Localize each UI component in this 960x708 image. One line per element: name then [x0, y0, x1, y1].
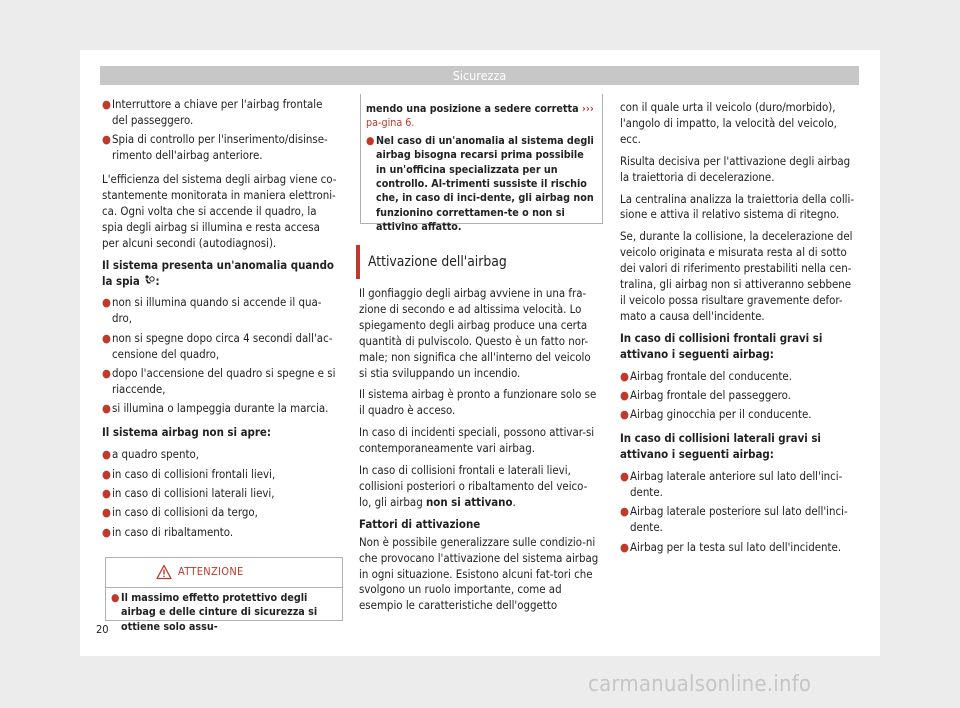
warning-box [105, 557, 343, 633]
frontal-heading: In caso di collisioni frontali gravi si attivano i seguenti airbag: [620, 330, 823, 361]
list-item: ● Interruttore a chiave per l'airbag frontale del passeggero. [102, 97, 323, 127]
warning-triangle-icon [156, 564, 172, 580]
anomaly-heading: Il sistema presenta un'anomalia quando la spia : [102, 257, 334, 288]
warning-title: ATTENZIONE [178, 565, 244, 578]
list-item: ● in caso di ribaltamento. [102, 524, 234, 539]
list-item: ● Airbag laterale posteriore sul lato dell'inci-dente. [620, 504, 848, 535]
list-item: ● si illumina o lampeggia durante la marcia. [102, 401, 329, 416]
list-item: ● Airbag laterale anteriore sul lato dell'inci-dente. [620, 469, 843, 500]
reference-arrows-icon: ››› [581, 102, 594, 115]
watermark-text: carmanualsonline.info [588, 672, 812, 697]
section-heading: Attivazione dell'airbag [368, 254, 507, 270]
section-header-title: Sicurezza [452, 68, 507, 83]
list-item: ● a quadro spento, [102, 447, 199, 462]
list-item: ● in caso di collisioni laterali lievi, [102, 486, 275, 501]
list-item: ● Nel caso di un'anomalia al sistema degli airbag bisogna recarsi prima possibile in un'officina specializzata per un controllo. Al-trimenti sussiste il rischio che, in caso di inci-dente, gli airbag non funzionino correttamen-te o non si attivino affatto. [366, 133, 594, 234]
warning-header [106, 558, 342, 588]
paragraph: Non è possibile generalizzare sulle condizio-ni che provocano l'attivazione del sistema airbag in ogni situazione. Esistono alcuni fat-tori che svolgono un ruolo importante, come ad esempio le caratteristiche dell'oggetto [359, 534, 599, 613]
paragraph: La centralina analizza la traiettoria della colli-sione e attiva il relativo sistema di ritegno. [620, 191, 855, 222]
list-item: ● Airbag per la testa sul lato dell'incidente. [620, 539, 842, 554]
lateral-heading: In caso di collisioni laterali gravi si attivano i seguenti airbag: [620, 431, 821, 462]
list-item: ● Airbag frontale del passeggero. [620, 388, 791, 402]
section-header-bar [100, 66, 859, 85]
paragraph: In caso di incidenti speciali, possono attivar-si contemporaneamente vari airbag. [359, 425, 595, 456]
paragraph: In caso di collisioni frontali e laterali lievi, collisioni posteriori o ribaltamento del veico-lo, gli airbag non si attivano. [359, 463, 588, 509]
column-3 [620, 100, 860, 559]
manual-page [80, 50, 880, 656]
paragraph: Il sistema airbag è pronto a funzionare solo se il quadro è acceso. [359, 387, 597, 418]
column-2 [359, 286, 599, 620]
paragraph: con il quale urta il veicolo (duro/morbido), l'angolo di impatto, la velocità del veicolo, ecc. [620, 100, 837, 146]
paragraph: Se, durante la collisione, la decelerazione del veicolo originata e misurata resta al di sotto dei valori di riferimento prestabiliti nella cen-tralina, gli airbag non si attiveranno sebbene il veicolo possa risultare gravemente defor-mato a causa dell'incidente. [620, 229, 853, 323]
page-number: 20 [96, 623, 109, 636]
list-item: ● non si illumina quando si accende il qua-dro, [102, 295, 322, 326]
list-item: ● Airbag ginocchia per il conducente. [620, 407, 812, 422]
list-item: ● Airbag frontale del conducente. [620, 368, 792, 383]
column-1 [102, 97, 340, 544]
warning-continuation-text: mendo una posizione a sedere corretta ››› pa-gina 6. ● Nel caso di un'anomalia al sistema degli airbag bisogna recarsi prima possibile in un'officina specializzata per un controllo. Al-trimenti sussiste il rischio che, in caso di inci-dente, gli airbag non funzionino correttamen-te o non si attivino affatto. [366, 102, 597, 235]
warning-continuation-box [360, 94, 603, 234]
list-item: ● dopo l'accensione del quadro si spegne e si riaccende, [102, 366, 336, 396]
section-accent-rule [356, 245, 360, 279]
paragraph: L'efficienza del sistema degli airbag viene co-stantemente monitorata in maniera elettroni-ca. Ogni volta che si accende il quadro, la spia degli airbag si illumina e resta accesa per alcuni secondi (autodiagnosi). [102, 172, 337, 250]
warning-text: ● Il massimo effetto protettivo degli airbag e delle cinture di sicurezza si ottiene solo assu- [111, 591, 318, 633]
paragraph: Il gonfiaggio degli airbag avviene in una fra-zione di secondo e ad altissima velocità. Lo spiegamento degli airbag produce una certa quantità di pulviscolo. Questo è un fatto nor-male; non significa che all'interno del veicolo si stia sviluppando un incendio. [359, 286, 591, 380]
factors-heading: Fattori di attivazione [359, 516, 481, 531]
list-item: ● non si spegne dopo circa 4 secondi dall'ac-censione del quadro, [102, 330, 333, 361]
list-item: ● in caso di collisioni da tergo, [102, 505, 258, 520]
paragraph: Risulta decisiva per l'attivazione degli airbag la traiettoria di decelerazione. [620, 153, 851, 184]
no-open-heading: Il sistema airbag non si apre: [102, 425, 271, 440]
airbag-warning-icon [143, 274, 155, 286]
page-reference-link[interactable]: pa-gina 6. [366, 116, 415, 130]
list-item: ● Spia di controllo per l'inserimento/disinse-rimento dell'airbag anteriore. [102, 132, 328, 163]
list-item: ● in caso di collisioni frontali lievi, [102, 466, 276, 481]
